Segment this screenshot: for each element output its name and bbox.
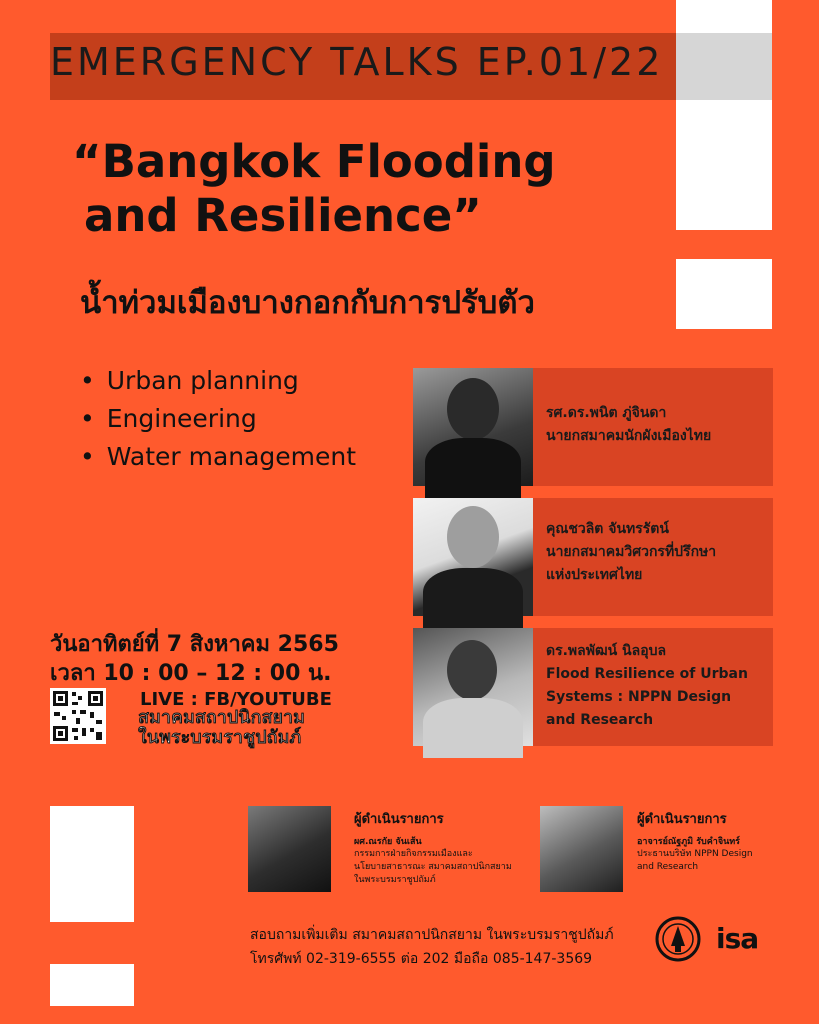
main-title-line-2: and Resilience” (84, 189, 482, 242)
venue (138, 708, 305, 748)
speaker-card-2 (413, 498, 773, 616)
moderator-desc-line: and Research (637, 862, 699, 872)
white-block-mid-right (676, 259, 772, 329)
isa-logo: isa (716, 922, 759, 955)
speaker-silhouette-body (425, 438, 521, 498)
event-date: วันอาทิตย์ที่ 7 สิงหาคม 2565 (50, 632, 339, 657)
contact-line-2: โทรศัพท์ 02-319-6555 ต่อ 202 มือถือ 085-147-3569 (250, 951, 593, 967)
speaker-silhouette-body (423, 698, 523, 758)
moderator-role: ผู้ดำเนินรายการ (637, 812, 727, 827)
white-block-bottom-left-small (50, 964, 134, 1006)
moderator-role: ผู้ดำเนินรายการ (354, 812, 444, 827)
event-time: เวลา 10 : 00 – 12 : 00 น. (50, 661, 332, 686)
speaker-title: Systems : NPPN Design (546, 689, 732, 705)
moderator-desc-line: ประธานบริษัท NPPN Design (637, 849, 753, 859)
moderator-name: อาจารย์ณัฐภูมิ รับคำจินทร์ (637, 837, 741, 847)
moderator-photo-1 (248, 806, 331, 892)
speaker-title: แห่งประเทศไทย (546, 567, 643, 583)
white-block-bottom-left (50, 806, 134, 922)
speaker-info (546, 640, 765, 732)
speaker-silhouette-body (423, 568, 523, 628)
moderator-description (637, 848, 753, 874)
moderator-desc-line: นโยบายสาธารณะ สมาคมสถาปนิกสยาม (354, 862, 512, 872)
main-title (72, 135, 556, 243)
episode-title: EMERGENCY TALKS EP.01/22 (50, 40, 664, 84)
speaker-photo (413, 628, 533, 746)
speaker-info (546, 402, 765, 448)
speaker-card-3 (413, 628, 773, 746)
moderator-desc-line: กรรมการฝ่ายกิจกรรมเมืองและ (354, 849, 473, 859)
topic-item: • Water management (80, 438, 356, 476)
speaker-title: นายกสมาคมวิศวกรที่ปรึกษา (546, 544, 717, 560)
moderator-name: ผศ.ณรกัย จันเส้น (354, 837, 422, 847)
speaker-photo (413, 498, 533, 616)
live-stream-label: LIVE : FB/YOUTUBE (140, 689, 332, 710)
speaker-photo (413, 368, 533, 486)
venue-line-1: สมาคมสถาปนิกสยาม (138, 707, 305, 728)
speaker-silhouette (447, 378, 499, 440)
speaker-name: รศ.ดร.พนิต ภู่จินดา (546, 405, 667, 421)
speaker-title: Flood Resilience of Urban (546, 666, 748, 682)
moderator-description (354, 848, 512, 887)
topic-list (80, 362, 356, 476)
topic-item: • Engineering (80, 400, 356, 438)
speaker-silhouette (447, 640, 497, 700)
qr-code-icon (50, 688, 106, 744)
speaker-name: ดร.พลพัฒน์ นิลอุบล (546, 643, 667, 659)
thai-title: น้ำท่วมเมืองบางกอกกับการปรับตัว (80, 285, 535, 321)
speaker-title: and Research (546, 712, 654, 728)
moderator-desc-line: ในพระบรมราชูปถัมภ์ (354, 875, 436, 885)
venue-line-2: ในพระบรมราชูปถัมภ์ (138, 727, 302, 748)
topic-item: • Urban planning (80, 362, 356, 400)
speaker-title: นายกสมาคมนักผังเมืองไทย (546, 428, 712, 444)
speaker-card-1 (413, 368, 773, 486)
speaker-silhouette (447, 506, 499, 568)
association-seal-icon (655, 916, 701, 962)
main-title-line-1: “Bangkok Flooding (72, 135, 556, 188)
speaker-info (546, 518, 765, 587)
moderator-photo-2 (540, 806, 623, 892)
speaker-name: คุณชวลิต จันทรรัตน์ (546, 521, 669, 537)
contact-line-1: สอบถามเพิ่มเติม สมาคมสถาปนิกสยาม ในพระบรมราชูปถัมภ์ (250, 927, 614, 943)
